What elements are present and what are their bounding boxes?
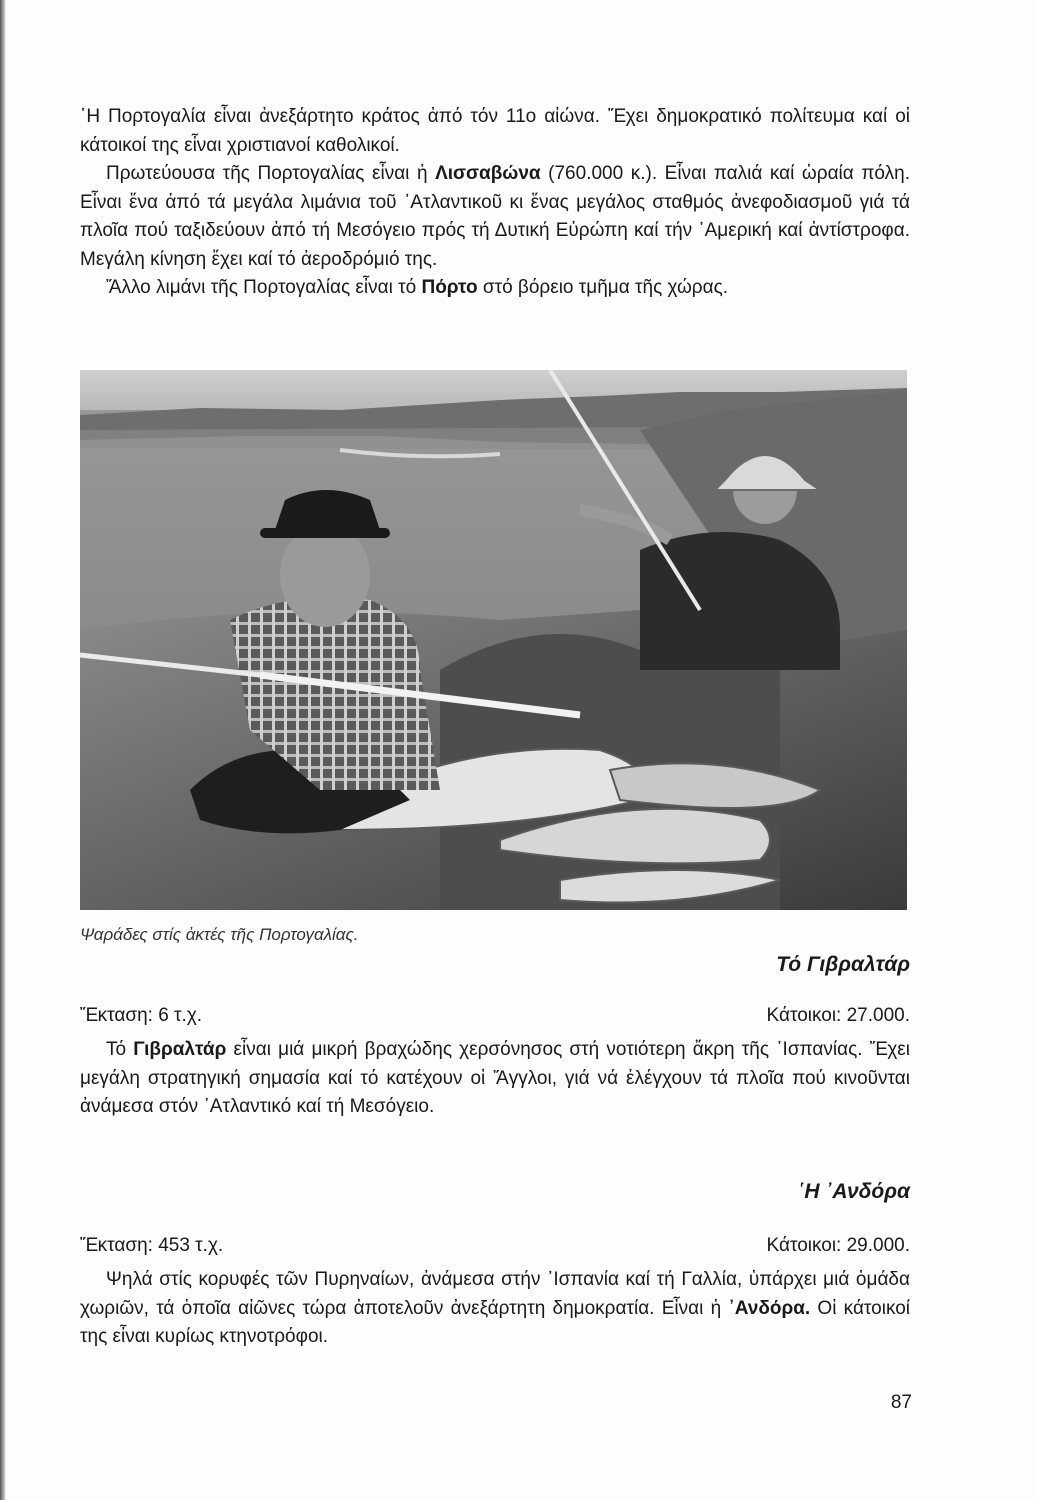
portugal-p3-before: Ἄλλο λιμάνι τῆς Πορτογαλίας εἶναι τό [106, 277, 422, 298]
page-number: 87 [890, 1392, 912, 1413]
fishermen-photo-illustration [80, 370, 907, 910]
gibraltar-population: Κάτοικοι: 27.000. [766, 1005, 910, 1026]
gibraltar-p-before: Τό [106, 1039, 134, 1060]
gibraltar-section [80, 1002, 910, 1122]
andorra-population: Κάτοικοι: 29.000. [766, 1235, 910, 1256]
andorra-p-before: Ψηλά στίς κορυφές τῶν Πυρηναίων, ἀνάμεσα στήν ᾿Ισπανία καί τή Γαλλία, ὑπάρχει μιά ὁμάδα χωριῶν, τά ὁποῖα αἰῶνες τώρα ἀποτελοῦν ἀνεξάρτητη δημοκρατία. Εἶναι ἡ [80, 1269, 910, 1319]
andorra-bold: ᾿Ανδόρα. [728, 1297, 811, 1319]
gibraltar-area: Ἔκταση: 6 τ.χ. [80, 1005, 203, 1026]
photo-caption: Ψαράδες στίς ἀκτές τῆς Πορτογαλίας. [80, 925, 359, 944]
fishermen-photo [80, 370, 907, 910]
portugal-paragraph-1: ῾Η Πορτογαλία εἶναι ἀνεξάρτητο κράτος ἀπό τόν 11ο αἰώνα. Ἔχει δημοκρατικό πολίτευμα καί οἱ κάτοικοί της εἶναι χριστιανοί καθολικοί. [80, 106, 910, 156]
gibraltar-p-after: εἶναι μιά μικρή βραχώδης χερσόνησος στή νοτιότερη ἄκρη τῆς ᾿Ισπανίας. Ἔχει μεγάλη στρατηγική σημασία καί τό κατέχουν οἱ Ἄγγλοι, γιά νά ἐλέγχουν τά πλοῖα πού κινοῦνται ἀνάμεσα στόν ᾿Ατλαντικό καί τή Μεσόγειο. [80, 1039, 910, 1117]
porto-bold: Πόρτο [421, 277, 478, 298]
gibraltar-stats [80, 1002, 910, 1030]
portugal-p3-after: στό βόρειο τμῆμα τῆς χώρας. [477, 277, 729, 298]
portugal-section [80, 103, 910, 303]
andorra-p-after: Οἱ κάτοικοί της εἶναι κυρίως κτηνοτρόφοι. [80, 1297, 911, 1347]
portugal-p2-before: Πρωτεύουσα τῆς Πορτογαλίας εἶναι ἡ [106, 163, 436, 184]
lisbon-bold: Λισσαβώνα [435, 163, 541, 184]
gibraltar-paragraph [80, 1036, 910, 1122]
andorra-section [80, 1232, 910, 1352]
andorra-stats [80, 1232, 910, 1260]
andorra-paragraph [80, 1266, 910, 1352]
andorra-heading: ῾Η ᾿Ανδόρα [797, 1180, 910, 1203]
andorra-area: Ἔκταση: 453 τ.χ. [80, 1235, 224, 1256]
gibraltar-bold: Γιβραλτάρ [133, 1039, 227, 1060]
portugal-paragraph-2 [80, 160, 910, 274]
binding-edge [0, 0, 6, 1500]
portugal-p2-after: (760.000 κ.). Εἶναι παλιά καί ὡραία πόλη. Εἶναι ἕνα ἀπό τά μεγάλα λιμάνια τοῦ ᾿Ατλαντικοῦ κι ἕνας μεγάλος σταθμός ἀνεφοδιασμοῦ γιά τά πλοῖα πού ταξιδεύουν ἀπό τή Μεσόγειο πρός τή Δυτική Εὐρώπη καί τήν ᾿Αμερική καί ἀντίστροφα. Μεγάλη κίνηση ἔχει καί τό ἀεροδρόμιό της. [80, 163, 910, 270]
portugal-paragraph-3 [80, 274, 910, 303]
gibraltar-heading: Τό Γιβραλτάρ [776, 953, 910, 976]
